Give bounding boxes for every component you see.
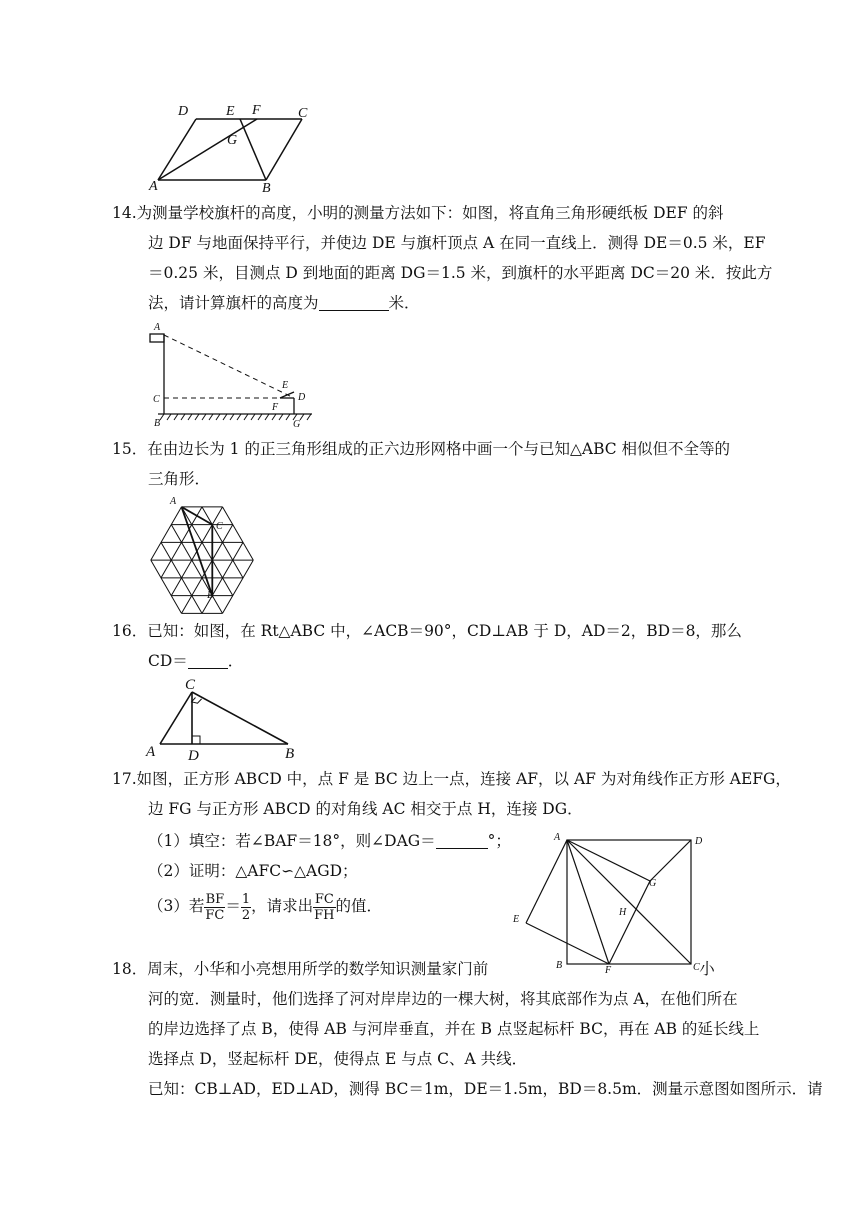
question-text: 边 DF 与地面保持平行，并使边 DE 与旗杆顶点 A 在同一直线上．测得 DE＝0.5 米，EF <box>148 234 766 252</box>
question-text: （2）证明：△AFC∽△AGD； <box>148 862 358 880</box>
label-B: B <box>262 181 271 196</box>
answer-blank[interactable] <box>188 650 228 669</box>
label-G: G <box>649 878 657 889</box>
question-text: ，请求出 <box>251 897 314 915</box>
label-A: A <box>149 179 158 194</box>
question-text: CD＝ <box>148 652 188 670</box>
label-C: C <box>185 677 196 693</box>
label-D: D <box>695 836 703 847</box>
question-text: 的值． <box>335 897 383 915</box>
question-text: 的岸边选择了点 B，使得 AB 与河岸垂直，并在 B 点竖起标杆 BC，再在 AB 的延长线上 <box>148 1020 760 1038</box>
question-text: 选择点 D，竖起标杆 DE，使得点 E 与点 C、A 共线． <box>148 1050 528 1068</box>
answer-blank[interactable] <box>319 292 389 311</box>
question-17: 17.如图，正方形 ABCD 中，点 F 是 BC 边上一点，连接 AF，以 AF 为对角线作正方形 AEFG， 边 FG 与正方形 ABCD 的对角线 AC 相交于点 H，连接 DG． （1）填空：若∠BAF＝18°，则∠DAG＝ °； （2）证明：△AFC∽△AGD； （3）若 $\frac{BF}{FC}$ ＝ $\frac{1}{2}$ ，请求出 $\frac{FC}{FH}$ 的值． <box>112 770 791 923</box>
label-E: E <box>513 914 520 925</box>
question-text: 在由边长为 1 的正三角形组成的正六边形网格中画一个与已知△ABC 相似但不全等的 <box>147 440 731 458</box>
question-text: 河的宽．测量时，他们选择了河对岸岸边的一棵大树，将其底部作为点 A，在他们所在 <box>148 990 738 1008</box>
label-G: G <box>293 419 301 430</box>
question-number: 18． <box>112 960 148 978</box>
label-F: F <box>252 103 261 118</box>
question-number: 14. <box>112 204 137 222</box>
question-text: 米． <box>388 294 420 312</box>
label-H: H <box>619 907 627 918</box>
label-D: D <box>188 748 199 764</box>
question-18 <box>112 954 823 1104</box>
question-number: 16． <box>112 622 148 640</box>
label-B: B <box>207 590 214 601</box>
label-A: A <box>154 322 161 333</box>
label-D: D <box>178 104 189 119</box>
question-text: 周末，小华和小亮想用所学的数学知识测量家门前 <box>147 960 489 978</box>
question-text: 小 <box>699 960 715 978</box>
label-C: C <box>216 521 223 532</box>
question-text: 法，请计算旗杆的高度为 <box>148 294 319 312</box>
question-text: （3）若 <box>148 897 205 915</box>
figure-hexagon-grid <box>140 492 260 612</box>
label-B: B <box>556 960 563 971</box>
question-text: ＝0.25 米，目测点 D 到地面的距离 DG＝1.5 米，到旗杆的水平距离 DC＝20 米．按此方 <box>148 264 773 282</box>
label-E: E <box>226 104 235 119</box>
label-F: F <box>605 965 612 976</box>
question-15 <box>112 434 740 494</box>
label-B: B <box>285 746 295 762</box>
label-C: C <box>153 394 160 405</box>
question-text: ． <box>227 652 244 670</box>
label-A: A <box>170 496 177 507</box>
label-G: G <box>227 133 238 148</box>
question-number: 15． <box>112 440 148 458</box>
figure-right-triangle <box>140 670 310 764</box>
figure-parallelogram <box>140 96 320 196</box>
question-text: 为测量学校旗杆的高度，小明的测量方法如下：如图，将直角三角形硬纸板 DEF 的斜 <box>136 204 724 222</box>
label-C: C <box>693 962 700 973</box>
label-F: F <box>272 402 279 413</box>
label-D: D <box>298 392 306 403</box>
answer-blank[interactable] <box>436 830 488 849</box>
fraction-bf-fc: $\frac{BF}{FC}$ <box>205 891 225 923</box>
question-text: 边 FG 与正方形 ABCD 的对角线 AC 相交于点 H，连接 DG． <box>148 800 583 818</box>
label-A: A <box>146 744 156 760</box>
question-text: （1）填空：若∠BAF＝18°，则∠DAG＝ <box>148 832 436 850</box>
question-16 <box>112 616 740 676</box>
question-number: 17. <box>112 770 137 788</box>
question-text: 如图，正方形 ABCD 中，点 F 是 BC 边上一点，连接 AF，以 AF 为对角线作正方形 AEFG， <box>136 770 791 788</box>
question-text: 三角形． <box>148 470 211 488</box>
label-E: E <box>282 380 289 391</box>
question-text: 已知：如图，在 Rt△ABC 中，∠ACB＝90°，CD⊥AB 于 D，AD＝2，BD＝8，那么 <box>147 622 742 640</box>
fraction-one-half: $\frac{1}{2}$ <box>241 891 251 923</box>
question-text: 已知：CB⊥AD，ED⊥AD，测得 BC＝1m，DE＝1.5m，BD＝8.5m．测量示意图如图所示．请 <box>148 1080 823 1098</box>
label-B: B <box>154 418 161 429</box>
question-14 <box>112 198 773 318</box>
label-C: C <box>298 106 308 121</box>
fraction-fc-fh: $\frac{FC}{FH}$ <box>314 891 335 923</box>
figure-flagpole <box>140 318 320 430</box>
question-text: °； <box>487 832 511 850</box>
label-A: A <box>554 832 561 843</box>
